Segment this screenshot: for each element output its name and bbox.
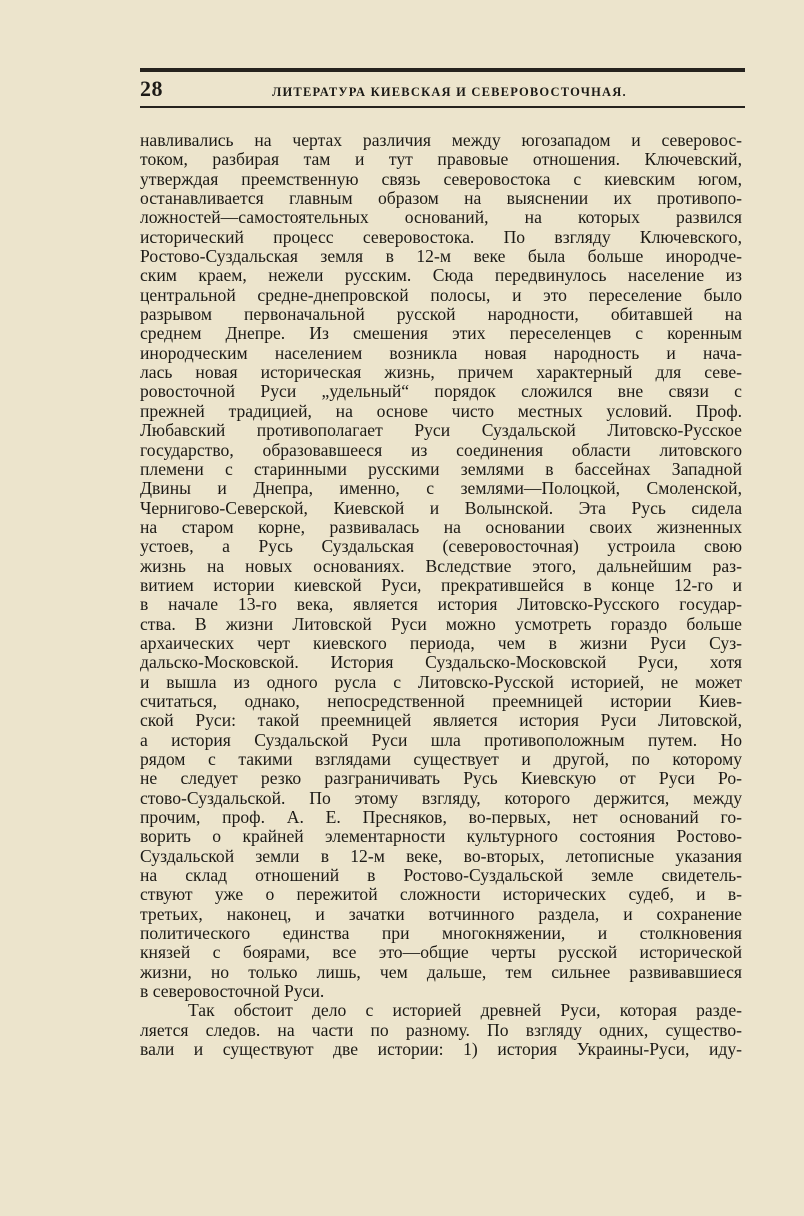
text-line: ровосточной Руси „удельный“ порядок сложился вне связи с	[140, 382, 742, 402]
text-line: ским краем, нежели русским. Сюда передвинулось население из	[140, 266, 742, 286]
text-line: Двины и Днепра, именно, с землями—Полоцкой, Смоленской,	[140, 479, 742, 499]
text-line: племени с старинными русскими землями в бассейнах Западной	[140, 459, 742, 479]
text-line: исторический процесс северовостока. По взгляду Ключевского,	[140, 227, 742, 247]
text-line: считаться, однако, непосредственной преемницей истории Киев-	[140, 691, 742, 711]
text-line: Чернигово-Северской, Киевской и Волынской. Эта Русь сидела	[140, 498, 742, 518]
text-line: на старом корне, развивалась на основании своих жизненных	[140, 517, 742, 537]
text-line: Так обстоит дело с историей древней Руси, которая разде-	[188, 1001, 742, 1021]
text-line: на склад отношений в Ростово-Суздальской земле свидетель-	[140, 866, 742, 886]
text-line: разрывом первоначальной русской народности, обитавшей на	[140, 305, 742, 325]
text-line: в начале 13-го века, является история Литовско-Русского государ-	[140, 595, 742, 615]
running-title: ЛИТЕРАТУРА КИЕВСКАЯ И СЕВЕРОВОСТОЧНАЯ.	[272, 85, 627, 99]
header-rule-top	[140, 68, 745, 72]
text-line: а история Суздальской Руси шла противоположным путем. Но	[140, 730, 742, 750]
page-number: 28	[140, 76, 163, 101]
text-line: жизни, но только лишь, чем дальше, тем сильнее развивавшиеся	[140, 962, 742, 982]
text-line: князей с боярами, все это—общие черты русской исторической	[140, 943, 742, 963]
text-line: прежней традицией, на основе чисто местных условий. Проф.	[140, 401, 742, 421]
header-rule-bottom	[140, 106, 745, 108]
text-line: стово-Суздальской. По этому взгляду, которого держится, между	[140, 788, 742, 808]
text-line: устоев, а Русь Суздальская (северовосточная) устроила свою	[140, 537, 742, 557]
text-line: центральной средне-днепровской полосы, и это переселение было	[140, 285, 742, 305]
text-line: Любавский противополагает Руси Суздальской Литовско-Русское	[140, 421, 742, 441]
text-line: Суздальской земли в 12-м веке, во-вторых, летописные указания	[140, 846, 742, 866]
text-line: жизнь на новых основаниях. Вследствие этого, дальнейшим раз-	[140, 556, 742, 576]
text-line: лась новая историческая жизнь, причем характерный для севе-	[140, 363, 742, 383]
text-line: вали и существуют две истории: 1) история Украины-Руси, иду-	[140, 1040, 742, 1060]
body-text	[140, 131, 742, 1060]
text-line: ствуют уже о пережитой сложности исторических судеб, и в-	[140, 885, 742, 905]
text-line: и вышла из одного русла с Литовско-Русской историей, не может	[140, 672, 742, 692]
text-line: государство, образовавшееся из соединения области литовского	[140, 440, 742, 460]
text-line: политического единства при многокняжении, и столкновения	[140, 924, 742, 944]
text-line: не следует резко разграничивать Русь Киевскую от Руси Ро-	[140, 769, 742, 789]
text-line: рядом с такими взглядами существует и другой, по которому	[140, 750, 742, 769]
text-line: дальско-Московской. История Суздальско-Московской Руси, хотя	[140, 653, 742, 673]
text-line: архаических черт киевского периода, чем в жизни Руси Суз-	[140, 633, 742, 653]
text-line: утверждая преемственную связь северовостока с киевским югом,	[140, 169, 742, 189]
text-line: ложностей—самостоятельных оснований, на которых развился	[140, 208, 742, 228]
text-line: Ростово-Суздальская земля в 12-м веке была больше инородче-	[140, 247, 742, 267]
text-line: ляется следов. на части по разному. По взгляду одних, существо-	[140, 1020, 742, 1040]
text-line: прочим, проф. А. Е. Пресняков, во-первых, нет оснований го-	[140, 808, 742, 828]
text-line: третьих, наконец, и зачатки вотчинного раздела, и сохранение	[140, 904, 742, 924]
text-line: инородческим населением возникла новая народность и нача-	[140, 343, 742, 363]
text-line: ворить о крайней элементарности культурного состояния Ростово-	[140, 827, 742, 847]
text-line: витием истории киевской Руси, прекратившейся в конце 12-го и	[140, 575, 742, 595]
text-line: током, разбирая там и тут правовые отношения. Ключевский,	[140, 150, 742, 170]
text-line: в северовосточной Руси.	[140, 982, 325, 1002]
text-line: ской Руси: такой преемницей является история Руси Литовской,	[140, 711, 742, 731]
text-line: навливались на чертах различия между югозападом и северовос-	[140, 131, 742, 150]
text-line: ства. В жизни Литовской Руси можно усмотреть гораздо больше	[140, 614, 742, 634]
text-line: останавливается главным образом на выяснении их противопо-	[140, 189, 742, 209]
text-line: среднем Днепре. Из смешения этих переселенцев с коренным	[140, 324, 742, 344]
